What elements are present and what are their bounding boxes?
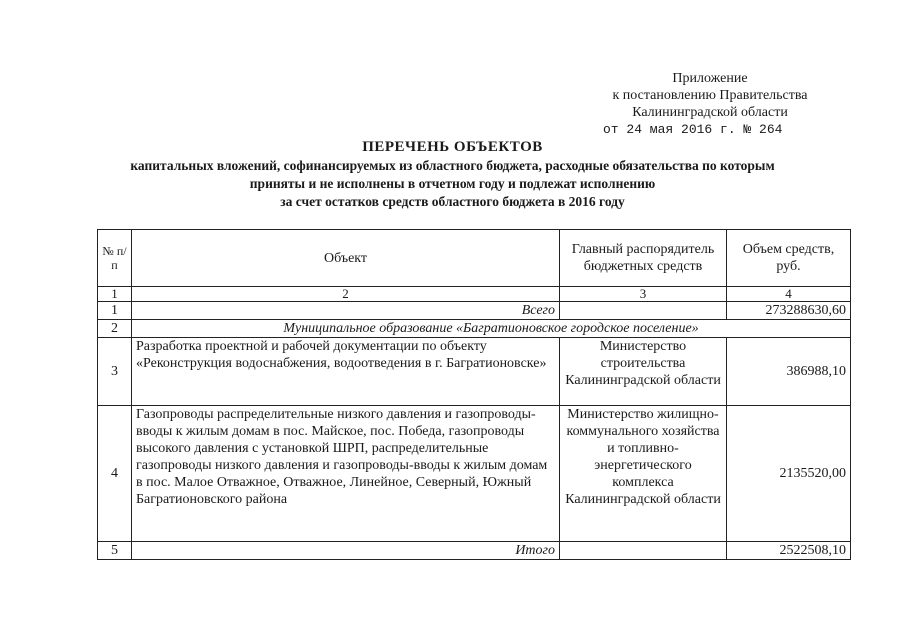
column-number: 4: [727, 287, 851, 302]
column-number: 3: [560, 287, 727, 302]
row-num: 1: [98, 302, 132, 320]
row-num: 2: [98, 320, 132, 338]
row-object: Газопроводы распределительные низкого давления и газопроводы-вводы к жилым домам в пос. Майское, пос. Победа, газопроводы высокого давления с установкой ШРП, распределительные газопроводы низкого давления и газопроводы-вводы к жилым домам в пос. Малое Отважное, Отважное, Линейное, Северный, Южный Багратионовского района: [132, 406, 560, 542]
row-num: 3: [98, 338, 132, 406]
document-heading: [0, 138, 905, 211]
row-manager: [560, 542, 727, 560]
objects-table: [97, 229, 851, 560]
table-header-row: [98, 230, 851, 287]
row-object: Разработка проектной и рабочей документации по объекту «Реконструкция водоснабжения, водоотведения в г. Багратионовске»: [132, 338, 560, 406]
row-object: Всего: [132, 302, 560, 320]
row-num: 5: [98, 542, 132, 560]
subtitle-line-3: за счет остатков средств областного бюджета в 2016 году: [280, 194, 625, 209]
header-amount: Объем средств, руб.: [727, 230, 851, 287]
document-title: ПЕРЕЧЕНЬ ОБЪЕКТОВ: [362, 139, 543, 155]
column-number: 1: [98, 287, 132, 302]
header-num: № п/п: [98, 230, 132, 287]
subtitle-line-1: капитальных вложений, софинансируемых из областного бюджета, расходные обязательства по которым: [130, 158, 775, 173]
appendix-block: [560, 70, 860, 138]
appendix-date-line: от 24 мая 2016 г. № 264: [603, 122, 783, 137]
row-manager: [560, 302, 727, 320]
row-num: 4: [98, 406, 132, 542]
subtitle-line-2: приняты и не исполнены в отчетном году и подлежат исполнению: [249, 176, 656, 191]
column-number-row: [98, 287, 851, 302]
appendix-line-1: Приложение: [672, 71, 748, 86]
appendix-line-3: Калининградской области: [632, 105, 788, 120]
row-amount: 386988,10: [727, 338, 851, 406]
row-amount: 2522508,10: [727, 542, 851, 560]
table-row: [98, 406, 851, 542]
row-amount: 2135520,00: [727, 406, 851, 542]
header-object: Объект: [132, 230, 560, 287]
row-manager: Министерство жилищно-коммунального хозяйства и топливно-энергетического комплекса Калининградской области: [560, 406, 727, 542]
table-row-subtotal: [98, 542, 851, 560]
table-row-municipality: [98, 320, 851, 338]
table-row: [98, 338, 851, 406]
row-object: Итого: [132, 542, 560, 560]
row-municipality: Муниципальное образование «Багратионовское городское поселение»: [132, 320, 851, 338]
header-manager: Главный распорядитель бюджетных средств: [560, 230, 727, 287]
row-manager: Министерство строительства Калининградской области: [560, 338, 727, 406]
appendix-line-2: к постановлению Правительства: [612, 88, 808, 103]
table-row-total: [98, 302, 851, 320]
column-number: 2: [132, 287, 560, 302]
row-amount: 273288630,60: [727, 302, 851, 320]
